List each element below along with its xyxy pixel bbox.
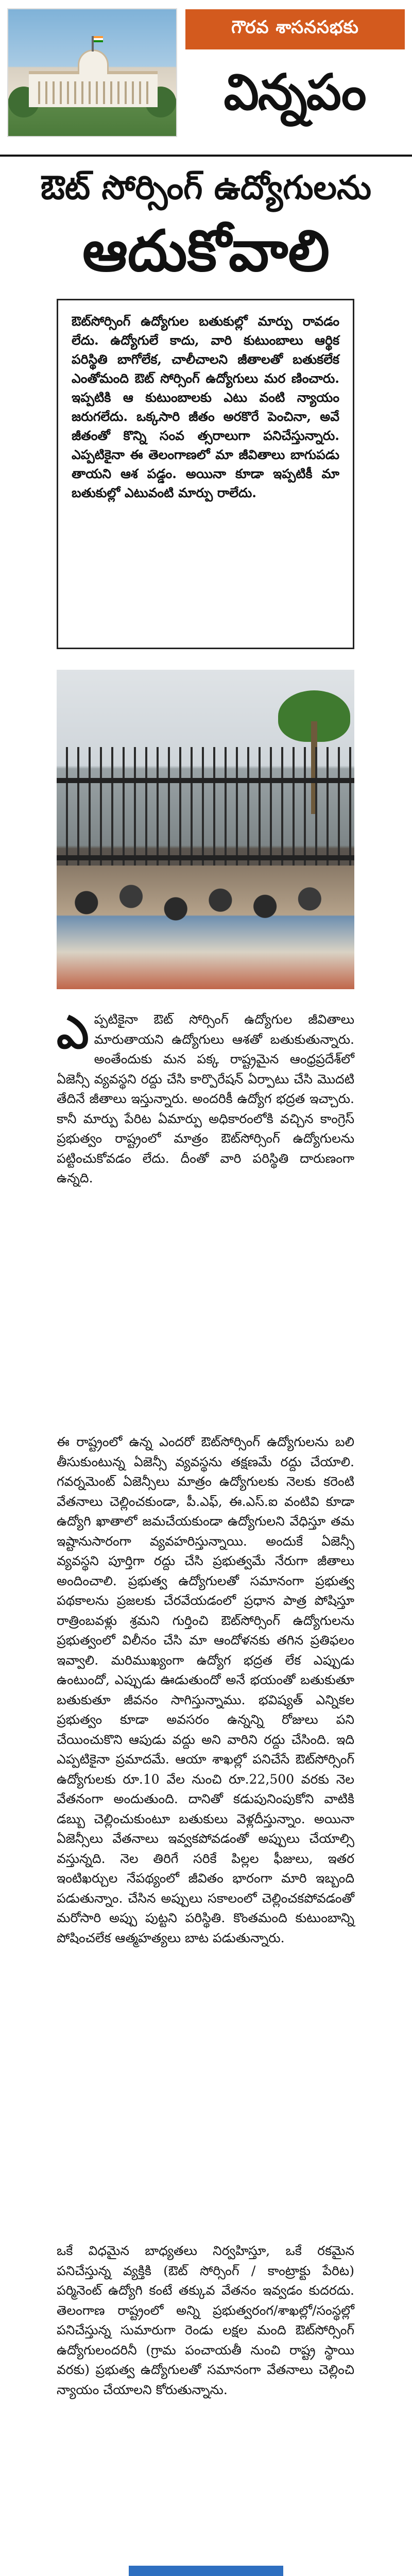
highlight-text: ఔట్‌సోర్సింగ్ ఉద్యోగుల బతుకుల్లో మార్పు రావడం లేదు. ఉద్యోగులే కాదు, వారి కుటుంబాలు ఆర్థిక పరిస్థితి బాగోలేక, చాలీచాలని జీతాలతో బతుకలేక ఎంతోమంది ఔట్ సోర్సింగ్ ఉద్యోగులు మర ణించారు. ఇప్పటికి ఆ కుటుంబాలకు ఎటు వంటి న్యాయం జరుగలేదు. ఒక్కసారి జీతం అరకొరే పెంచినా, అవే జీతంతో కొన్ని సంవ త్సరాలుగా పనిచేస్తున్నారు. ఎప్పటికైనా ఈ తెలంగాణలో మా జీవితాలు బాగుపడు తాయని ఆశ పడ్డం. అయినా కూడా ఇప్పటికీ మా బతుకుల్లో ఎటువంటి మార్పు రాలేదు. — [72, 314, 339, 500]
flag-icon — [92, 36, 94, 52]
author-photo — [129, 2566, 283, 2576]
gate-bar-top — [57, 778, 354, 783]
highlight-box — [57, 299, 354, 649]
paragraph-3: ఒకే విధమైన బాధ్యతలు నిర్వహిస్తూ, ఒకే రకమైన పనిచేస్తున్న వ్యక్తికి (ఔట్ సోర్సింగ్ / కాంట్రాక్టు పేరిట) పర్మినెంట్ ఉద్యోగి కంటే తక్కువ వేతనం ఇవ్వడం కుదరదు. తెలంగాణ రాష్ట్రంలో అన్ని ప్రభుత్వరంగ/శాఖల్లో/సంస్థల్లో పనిచేస్తున్న సుమారుగా రెండు లక్షల మంది ఔట్‌సోర్సింగ్ ఉద్యోగులందరినీ (గ్రామ పంచాయతీ నుంచి రాష్ట్ర స్థాయి వరకు) ప్రభుత్వ ఉద్యోగులతో సమానంగా వేతనాలు చెల్లించి న్యాయం చేయాలని కోరుతున్నాను. — [57, 2243, 354, 2397]
dropcap: ఎ — [57, 1006, 89, 1059]
headline-line-2: ఆదుకోవాలి — [82, 218, 330, 284]
series-tag: గౌరవ శాసనసభకు — [185, 9, 405, 49]
divider — [0, 155, 412, 157]
paragraph-1-text: ప్పటికైనా ఔట్ సోర్సింగ్ ఉద్యోగుల జీవితాలు మారుతాయని ఉద్యోగులు ఆశతో బతుకుతున్నారు. అంతేందుకు మన పక్క రాష్ట్రమైన ఆంధ్రప్రదేశ్‌లో ఏజెన్సీ వ్యవస్థని రద్దు చేసి కార్పొరేషన్ ఏర్పాటు చేసి మొదటి తేదినే జీతాలు ఇస్తున్నారు. అందరికీ ఉద్యోగ భద్రత ఇచ్చారు. కానీ మార్పు పేరిట ఏమార్పు అధికారంలోకి వచ్చిన కాంగ్రెస్ ప్రభుత్వం రాష్ట్రంలో మాత్రం ఔట్‌సోర్సింగ్ ఉద్యోగులను పట్టించుకోవడం లేదు. దీంతో వారి పరిస్థితి దారుణంగా ఉన్నది. — [57, 1012, 354, 1185]
building-dome — [78, 49, 109, 74]
paragraph-2: ఈ రాష్ట్రంలో ఉన్న ఎందరో ఔట్‌సోర్సింగ్ ఉద్యోగులను బలి తీసుకుంటున్న ఏజెన్సీ వ్యవస్థను తక్షణమే రద్దు చేయాలి. గవర్నమెంట్ ఏజెన్సీలు మాత్రం ఉద్యోగులకు నెలకు కరెంటి వేతనాలు చెల్లించకుండా, పీ.ఎఫ్, ఈ.ఎస్.ఐ వంటివి కూడా ఉద్యోగి ఖాతాలో జమచేయకుండా ఉద్యోగులని వేధిస్తూ తమ ఇష్టానుసారంగా వ్యవహరిస్తున్నాయి. అందుకే ఏజెన్సీ వ్యవస్థని పూర్తిగా రద్దు చేసి ప్రభుత్వమే నేరుగా జీతాలు అందించాలి. ప్రభుత్వ ఉద్యోగులతో సమానంగా ప్రభుత్వ పథకాలను ప్రజలకు చేరవేయడంలో ప్రధాన పాత్ర పోషిస్తూ రాత్రింబవళ్లు శ్రమని గుర్తించి ఔట్‌సోర్సింగ్ ఉద్యోగులను ప్రభుత్వంలో విలీనం చేసి మా ఆందోళనకు తగిన ప్రతిఫలం ఇవ్వాలి. మరిముఖ్యంగా ఉద్యోగ భద్రత లేక ఎప్పుడు ఉంటుందో, ఎప్పుడు ఊడుతుందో అనే భయంతో బతుకుతూ బతుకుతూ జీవనం సాగిస్తున్నాము. భవిష్యత్ ఎన్నికల ప్రభుత్వం కూడా అవసరం ఉన్నన్ని రోజులు పని చేయించుకొని ఆపుడు వద్దు అని వారిని రద్దు చేసింది. ఇది ఎప్పటికైనా ప్రమాదమే. ఆయా శాఖల్లో పనిచేసే ఔట్‌సోర్సింగ్ ఉద్యోగులకు రూ.10 వేల నుంచి రూ.22,500 వరకు నెల వేతనంగా అందుతుంది. దానితో కడుపునింపుకోని వాటికి డబ్బు చెల్లించుకుంటూ బతుకులు వెళ్లదీస్తున్నాం. అయినా ఏజెన్సీలు వేతనాలు ఇవ్వకపోవడంతో అప్పులు చేయాల్సి వస్తున్నది. నెల తిరిగే సరికే పిల్లల ఫీజులు, ఇతర ఇంటిఖర్చుల నేపథ్యంలో జీవితం భారంగా మారి ఇబ్బంది పడుతున్నాం. చేసిన అప్పులు సకాలంలో చెల్లించకపోవడంతో మరోసారి అప్పు పుట్టని పరిస్థితి. కొంతమంది కుటుంబాన్ని పోషించలేక ఆత్మహత్యలు బాట పడుతున్నారు. — [57, 1434, 354, 1945]
protest-crowd-photo — [57, 670, 354, 989]
building-columns — [33, 81, 153, 104]
page-header — [0, 0, 412, 149]
headline-line-1: ఔట్ సోర్సింగ్ ఉద్యోగులను — [40, 169, 371, 207]
paragraph-1 — [57, 1006, 354, 1189]
crowd — [57, 866, 354, 989]
series-name: విన్నపం — [224, 63, 366, 121]
assembly-building-photo — [7, 8, 177, 137]
gate-bar-bottom — [57, 855, 354, 860]
